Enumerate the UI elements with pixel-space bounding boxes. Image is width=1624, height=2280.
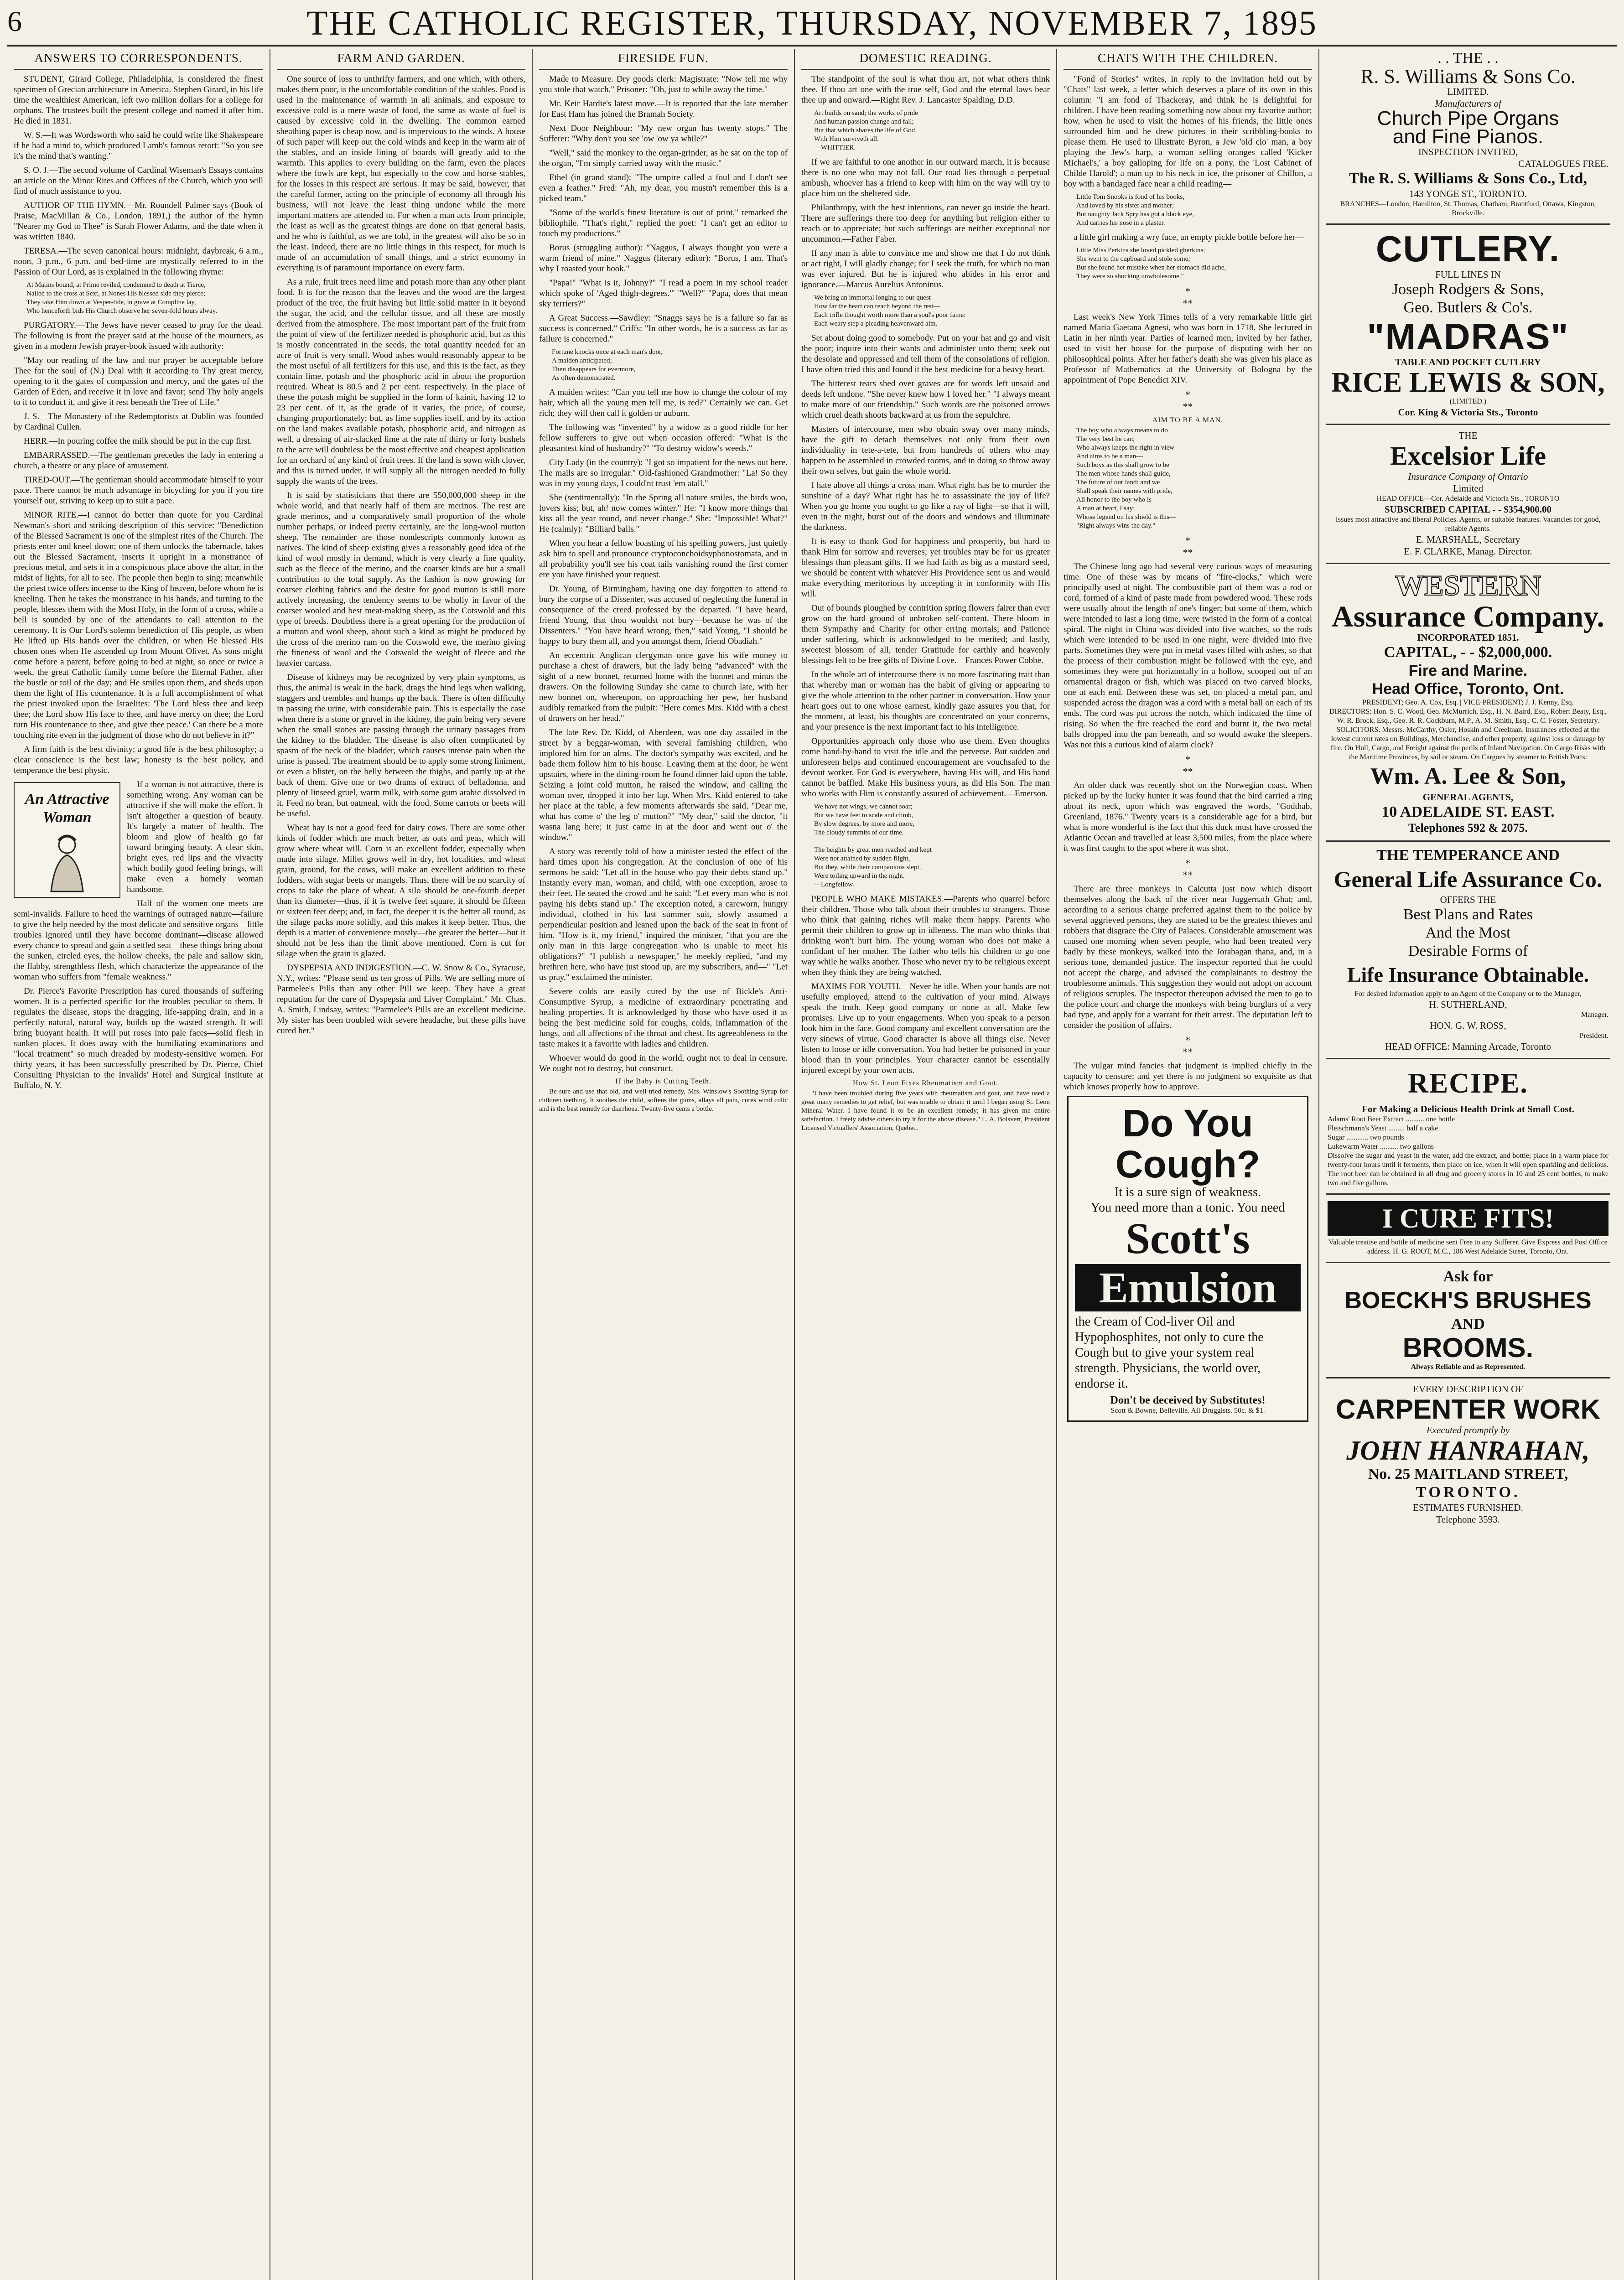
- ad-text: FULL LINES IN: [1435, 269, 1501, 280]
- cure-fits-title: I CURE FITS!: [1328, 1201, 1608, 1236]
- ad-address: 143 YONGE ST., TORONTO.: [1409, 188, 1527, 199]
- article-paragraph: Set about doing good to somebody. Put on your hat and go and visit the poor; inquire into their wants and administer unto them; seek out the desolate and oppressed and tell them of the consolations of religion. I have often tried this and found it the best medicine for a heavy heart.: [801, 333, 1052, 374]
- article-paragraph: HERR.—In pouring coffee the milk should be put in the cup first.: [24, 436, 252, 446]
- article-paragraph: Next Door Neighbour: "My new organ has twenty stops." The Sufferer: "Why don't you see 'ow 'ow ya while?": [539, 124, 790, 144]
- ad-brand: Geo. Butlers & Co's.: [1403, 299, 1533, 316]
- column-domestic: [794, 49, 1056, 2280]
- column-advertisements: [1318, 49, 1617, 2280]
- ad-text: GENERAL AGENTS,: [1422, 792, 1514, 803]
- article-paragraph: TIRED-OUT.—The gentleman should accommodate himself to your pace. There cannot be much advantage in bicycling for you if you tire yourself out, striving to keep up to suit a pace.: [14, 475, 265, 506]
- hanrahan-name: JOHN HANRAHAN,: [1346, 1435, 1590, 1466]
- article-paragraph: a little girl making a wry face, an empty pickle bottle before her—: [1074, 233, 1304, 242]
- article-paragraph: When you hear a fellow boasting of his spelling powers, just quietly ask him to spell and pronounce cryptoconchoidsyphonostomata, and in all probability you'll see his coat tails vanishing round the first corner ere you have finished your request.: [539, 539, 790, 580]
- article-paragraph: TERESA.—The seven canonical hours: midnight, daybreak, 6 a.m., noon, 3 p.m., 6 p.m. and bed-time are mystically referred to in the Passion of Our Lord, as is explained in the following rhyme:: [14, 246, 265, 277]
- carpenter-work-ad: [1326, 1378, 1610, 1531]
- article-paragraph: MINOR RITE.—I cannot do better than quote for you Cardinal Newman's short and striking description of this service: "Benediction of the Blessed Sacrament is one of the simplest rites of the Church. The priests enter and kneel down; one of them unlocks the tabernacle, takes out the Blessed Sacrament, inserts it upright in a monstrance of precious metal, and sets it in a conspicuous place above the altar, in the midst of lights, for all to see. The people then begin to sing; meanwhile the priest twice offers incense to the King of heaven, before whom he is kneeling. Then he takes the monstrance in his hands, and turning to the people, blesses them with the Most Holy, in the form of a cross, while a bell is sounded by one of the attendants to call attention to the ceremony. It is Our Lord's solemn benediction of His people, as when He lifted up His hands over the children, or when He blessed His chosen ones when He ascended up from Mount Olivet. As sons might come before a parent, before going to bed at night, so once or twice a week, the great Catholic family come before the Eternal Father, after the bustle or toil of the day; and He smiles upon them, and sheds upon them the light of His countenance. It is a full accomplishment of what the priest invoked upon the Israelites: 'The Lord bless thee and keep thee; the Lord show His face to thee, and have mercy on thee; the Lord turn His countenance to thee, and give thee peace.' Can there be a more touching rite even in the judgment of those who do not believe in it?": [14, 510, 265, 740]
- article-paragraph: J. S.—The Monastery of the Redemptorists at Dublin was founded by Cardinal Cullen.: [14, 412, 265, 432]
- ad-text: Limited: [1453, 483, 1484, 494]
- article-paragraph: If any man is able to convince me and show me that I do not think or act right, I will gladly change; for I seek the truth, for which no man was ever injured. But he is injured who abides in his error and ignorance.—Marcus Aurelius Antoninus.: [801, 249, 1052, 290]
- section-heading-fireside: FIRESIDE FUN.: [539, 49, 788, 70]
- ad-text: Fire and Marine.: [1408, 662, 1528, 679]
- cough-line: It is a sure sign of weakness.: [1114, 1185, 1261, 1199]
- column-fireside: [532, 49, 794, 2280]
- cough-line: You need more than a tonic. You need: [1090, 1201, 1285, 1215]
- cough-headline: Do You Cough?: [1115, 1102, 1261, 1186]
- article-paragraph: Philanthropy, with the best intentions, can never go inside the heart. There are sufferings there too deep for anything but religion either to reach or to appreciate; but such sufferings are neither exceptional nor uncommon.—Father Faber.: [801, 203, 1052, 244]
- ad-text: Valuable treatise and bottle of medicine sent Free to any Sufferer. Give Express and Post Office address. H. G. ROOT, M.C., 186 West Adelaide Street, Toronto, Ont.: [1328, 1238, 1608, 1255]
- article-paragraph: "Some of the world's finest literature is out of print," remarked the bibliophile. "That's right," replied the poet: "I can't get an editor to touch my productions.": [539, 208, 790, 238]
- ad-text: Best Plans and Rates: [1403, 906, 1533, 923]
- article-paragraph: "Fond of Stories" writes, in reply to the invitation held out by "Chats" last week, a letter which deserves a place of its own in this column: "I am fond of Thackeray, and think he is delightful for children. I have been reading something now about my favorite author; how, when he used to visit the homes of his friends, the little ones surrounded him and he drew pictures in their scribbling-books to please them. He used to illustrate Byron, a Jew 'old clo' man, a boy playing the Jew's harp, a woman selling oranges called 'Kicker Michael's,' a boy galloping for life on a pony, the 'Lost Cabinet of Childe Harold'; a man up to his neck in ice, the prisoner of Chillon, a boy with a bandaged face near a child reading—: [1064, 74, 1314, 189]
- ad-capital: SUBSCRIBED CAPITAL - - $354,900.00: [1385, 504, 1551, 515]
- article-paragraph: MAXIMS FOR YOUTH.—Never be idle. When your hands are not usefully employed, attend to the cultivation of your mind. Always speak the truth. Keep good company or none at all. Make few promises. Live up to your engagements. When you speak to a person look him in the face. Good company and excellent conversation are the very sinews of virtue. Good character is above all things else. Never listen to loose or idle conversation. You had better be poisoned in your blood than in your principles. Your character cannot be essentially injured except by your own acts.: [801, 982, 1052, 1075]
- article-paragraph: W. S.—It was Wordsworth who said he could write like Shakespeare if he had a mind to, which produced Lamb's famous retort: "So you see it's the mind that's wanting.": [14, 130, 265, 161]
- st-leon-heading: How St. Leon Fixes Rheumatism and Gout.: [853, 1079, 998, 1087]
- ad-text: Always Reliable and as Represented.: [1411, 1363, 1525, 1371]
- attractive-woman-label: An Attractive Woman: [25, 791, 109, 826]
- article-paragraph: Out of bounds ploughed by contrition spring flowers fairer than ever grow on the hard ground of unbroken self-content. There bloom in them Sympathy and Charity for other erring mortals; and Patience under suffering, which is acknowledged to be merited; and lastly, sweetest blossom of all, tender Gratitude for earthly and heavenly blessings felt to be free gifts of Divine Love.—Frances Power Cobbe.: [801, 603, 1052, 665]
- ad-officer: E. F. CLARKE, Manag. Director.: [1404, 546, 1532, 557]
- williams-name: R. S. Williams & Sons Co.: [1360, 65, 1576, 88]
- ad-officer: HON. G. W. ROSS,: [1430, 1020, 1506, 1031]
- ad-text: SOLICITORS. Messrs. McCarthy, Osler, Hoskin and Creelman. Insurances effected at the lowest current rates on Buildings, Merchandise, and other property, against loss or damage by fire. On Hull, Cargo, and Freight against the perils of Inland Navigation. On Cargo Risks with the Maritime Provinces, by sail or steam. On Cargoes by steamer to British Ports:: [1330, 726, 1606, 761]
- ad-address: TORONTO.: [1416, 1484, 1520, 1501]
- western-assurance-ad: [1326, 564, 1610, 842]
- ad-address: HEAD OFFICE: Manning Arcade, Toronto: [1385, 1041, 1551, 1052]
- ad-text: . . THE . .: [1437, 50, 1499, 67]
- article-paragraph: "Well," said the monkey to the organ-grinder, as he sat on the top of the organ, "I'm simply carried away with the music.": [539, 148, 790, 168]
- excelsior-name: Excelsior Life: [1390, 441, 1546, 471]
- ad-text: Issues most attractive and liberal Policies. Agents, or suitable features. Vacancies for good, reliable Agents.: [1335, 516, 1601, 533]
- boeckh-brushes-ad: [1326, 1263, 1610, 1378]
- ad-text: INCORPORATED 1851.: [1417, 632, 1519, 643]
- ad-text: Executed promptly by: [1426, 1425, 1510, 1435]
- article-paragraph: "Papa!" "What is it, Johnny?" "I read a poem in my school reader which spoke of 'Aged thigh-degrees.'" "Well?" "Papa, does that mean sky terriers?": [539, 278, 790, 309]
- ad-product: Church Pipe Organs: [1377, 107, 1559, 130]
- article-paragraph: DYSPEPSIA AND INDIGESTION.—C. W. Snow & Co., Syracuse, N.Y., writes: "Please send us ten gross of Pills. We are selling more of Parmelee's Pills than any other Pill we keep. They have a great reputation for the cure of Dyspepsia and Liver Complaint." Mr. Chas. A. Smith, Lindsay, writes: "Parmelee's Pills are an excellent medicine. My sister has been troubled with severe headache, but these pills have cured her.": [277, 963, 528, 1036]
- recipe-ad: [1326, 1059, 1610, 1195]
- ad-text: CATALOGUES FREE.: [1518, 158, 1608, 169]
- article-paragraph: PEOPLE WHO MAKE MISTAKES.—Parents who quarrel before their children. Those who talk about their troubles to strangers. Those who think that gaining riches will make them happy. Parents who permit their children to grow up in idleness. The man who thinks that drinking won't hurt him. The young woman who does not make a confidant of her mother. The father who tells his children to go one way while he walks another. Those who never try to be religious except when they think they are being watched.: [801, 894, 1052, 977]
- ad-address: No. 25 MAITLAND STREET,: [1368, 1466, 1568, 1482]
- article-paragraph: Disease of kidneys may be recognized by very plain symptoms, as thus, the animal is weak in the back, drags the hind legs when walking, staggers and trembles and humps up the back. There is often difficulty in passing the urine, with considerable pain. This is especially the case when there is a stone or gravel in the kidney, the pain being very severe when the small stones are passing through the urinary passages from the kidney to the bladder. The disease is also often complicated by spasm of the neck of the bladder, which causes intense pain when the urine is passed. The treatment should be to apply some strong liniment, or even a blister, on the belly between the thighs, and partly up at the back of them. Give one or two drams of extract of belladonna, and plenty of linseed gruel, warm milk, with some gum arabic dissolved in it. Feed no bran, but oatmeal, with the food. Some carrots or beets will be useful.: [277, 673, 528, 819]
- article-paragraph: PURGATORY.—The Jews have never ceased to pray for the dead. The following is from the prayer said at the house of the mourners, as given in a modern Jewish prayer-book issued with authority:: [14, 321, 265, 351]
- article-paragraph: A Great Success.—Sawdley: "Snaggs says he is a failure so far as success is concerned." Criffs: "In other words, he is a success as far as failure is concerned.": [539, 313, 790, 344]
- section-separator: * **: [1183, 535, 1193, 558]
- article-paragraph: EMBARRASSED.—The gentleman precedes the lady in entering a church, a theatre or any place of amusement.: [14, 451, 265, 471]
- ad-address: HEAD OFFICE—Cor. Adelaide and Victoria Sts., TORONTO: [1376, 495, 1560, 503]
- ad-text: EVERY DESCRIPTION OF: [1413, 1384, 1523, 1394]
- cough-body: the Cream of Cod-liver Oil and Hypophosphites, not only to cure the Cough but to give your system real strength. Physicians, the world over, endorse it.: [1075, 1315, 1264, 1391]
- ad-text: (LIMITED.): [1449, 398, 1487, 405]
- article-paragraph: Borus (struggling author): "Naggus, I always thought you were a warm friend of mine." Naggus (literary editor): "Borus, I am. That's why I roasted your book.": [539, 243, 790, 274]
- ad-paragraph: Half of the women one meets are semi-invalids. Failure to heed the warnings of outraged nature—failure to give the help needed by the most delicate and sensitive organs—little troubles ignored until they have become dominant—disease allowed every chance to spread and gain a settled seat—these things bring about the sunken, circled eyes, the hollow cheeks, the pale and sallow skin, the flabby, strengthless flesh, which characterize the appearance of the woman who suffers from "female weakness.": [14, 899, 265, 982]
- article-paragraph: In the whole art of intercourse there is no more fascinating trait than that whereby man or woman has the habit of giving or appearing to give the whole attention to the other partner in conversation. How your heart goes out to one whose earnest, kindly gaze assures you that, for the moment, at least, his thoughts are concentrated on your concerns, and your presence is the next important fact to his intelligence.: [801, 670, 1052, 732]
- article-paragraph: S. O. J.—The second volume of Cardinal Wiseman's Essays contains an article on the Minor Rites and Offices of the Church, which you will find of much assistance to you.: [14, 166, 265, 196]
- article-paragraph: The following was "invented" by a widow as a good riddle for her fellow sufferers to give out when occasion offered: "What is the pleasantest kind of husbandry?" "To destroy widow's weeds.": [539, 423, 790, 453]
- article-paragraph: If we are faithful to one another in our outward march, it is because there is no one who may not fall. Our road lies through a perpetual ambush, whoever has a friend to keep with him on the way will try to place him on the sheltered side.: [801, 157, 1052, 198]
- ad-text: TABLE AND POCKET CUTLERY: [1395, 357, 1541, 368]
- column-children: [1056, 49, 1318, 2280]
- ad-paragraph: If a woman is not attractive, there is something wrong. Any woman can be attractive if she will make the effort. It isn't altogether a question of beauty. It's largely a matter of health. The bloom and glow of health go far toward bringing beauty. A clear skin, bright eyes, red lips and the vivacity which bodily good feeling brings, will make even a homely woman handsome.: [127, 780, 265, 894]
- ad-text: INSPECTION INVITED,: [1418, 146, 1518, 157]
- ad-telephone: Telephone 3593.: [1436, 1514, 1500, 1525]
- ad-text: And the Most: [1425, 924, 1511, 941]
- recipe-ingredients: Adams' Root Beer Extract .......... one bottle Fleischmann's Yeast ......... half a cake Sugar ............ two pounds Lukewarm Water .......... two gallons: [1328, 1115, 1455, 1150]
- article-paragraph: An older duck was recently shot on the Norwegian coast. When picked up by the lucky hunter it was found that the bird carried a ring about its neck, upon which was engraved the words, "Godthab, Greenland, 1876." Twenty years is a considerable age for a bird, but what is more wonderful is the fact that this duck must have crossed the Atlantic Ocean and travelled at least 3,500 miles, from the place where it was first caught to the spot where it was shot.: [1064, 781, 1314, 853]
- cutlery-title: CUTLERY.: [1375, 228, 1561, 269]
- cutlery-ad: [1326, 225, 1610, 425]
- article-paragraph: Made to Measure. Dry goods clerk: Magistrate: "Now tell me why you stole that watch." Prisoner: "Oh, just to while away the time.": [539, 74, 790, 94]
- ad-text: LIMITED.: [1447, 86, 1489, 97]
- section-heading-farm: FARM AND GARDEN.: [277, 49, 525, 70]
- article-paragraph: There are three monkeys in Calcutta just now which disport themselves along the back of the river near Juggernath Ghat; and, according to a serious charge preferred against them to the police by several aggrieved persons, they are stated to be the greatest thieves and robbers that disgrace the City of Palaces. Considerable amusement was caused one morning when seven people, who had been treated very badly by these monkeys, walked into the Jorabagan thana, and, in a serious tone, demanded justice. The inspector reported that he could not accept the charge, and advised the complainants to destroy the troublesome animals. This suggestion they would not adopt on account of religious scruples. The inspector thereupon advised the men to go to the police court and charge the monkeys with being burglars of a very bad type, and apply for a warrant for their arrest. The deputation left to consider the position of affairs.: [1064, 884, 1314, 1030]
- ad-capital: CAPITAL, - - $2,000,000.: [1384, 644, 1552, 661]
- article-paragraph: One source of loss to unthrifty farmers, and one which, with others, makes them poor, is the uncomfortable condition of the stables. Food is used in the maintenance of warmth in all animals, and exposure to excessive cold is a mere waste of food, the same as waste of fuel is caused by excessive cold in the dwelling. The common earned sheathing paper is cheap now, and is impervious to the winds. A house of such paper will keep out the cold winds and keep in the warm air of the stables, and an inside lining of boards will greatly add to the warmth. This applies to every building on the farm, even the places where the fowls are kept, but especially to the cow and horse stables, for the losses in this respect are serious. It may be said, however, that the careful farmer, acting on the principle of economy all through his business, will not leave the least thing undone while the more important matters are attended to. For when a man acts from principle, the least as well as the greatest things are done on that general basis, and he who is faithful, as we are told, in the greatest will also be so in the least. Indeed, there are no little things in this respect, for much is made of an accumulation of small things, and a strict economy in everything is of paramount importance on every farm.: [277, 74, 528, 273]
- aim-poem: The boy who always means to do The very best he can; Who always keeps the right in view And aims to be a man— Such boys as this shall grow to be The men whose hands shall guide, The future of our land: and we Shall speak their names with pride, All honor to the boy who is A man at heart, I say; Whose legend on his shield is this— "Right always wins the day.": [1076, 427, 1177, 529]
- section-separator: * **: [1183, 389, 1193, 412]
- lee-name: Wm. A. Lee & Son,: [1370, 763, 1566, 789]
- article-paragraph: A story was recently told of how a minister tested the effect of the hard times upon his congregation. At the conclusion of one of his sermons he said: "Let all in the house who pay their debts stand up." Instantly every man, woman, and child, with one exception, arose to their feet. He seated the crowd and he said: "Let every man who is not paying his debts stand up." The exception noted, a careworn, hungry individual, clothed in his last summer suit, slowly assumed a perpendicular position and leaned upon the back of the seat in front of him. "How is it, my friend," inquired the minister, "that you are the only man in this large congregation who is unable to meet his obligations?" "I publish a newspaper," he meekly replied, "and my brethren here, who have just stood up, are my subscribers, and—" "Let us pray," exclaimed the minister.: [539, 847, 790, 982]
- ad-text: ESTIMATES FURNISHED.: [1413, 1502, 1523, 1513]
- ad-text: Life Insurance Obtainable.: [1347, 963, 1589, 986]
- masthead-rule: [7, 45, 1617, 47]
- section-separator: * **: [1183, 1034, 1193, 1057]
- section-separator: * **: [1183, 754, 1193, 777]
- miss-perkins-poem: Little Miss Perkins she loved pickled gherkins; She went to the cupboard and stole some; But she found her mistake when her stomach did ache, They were so shocking unwholesome.": [1076, 247, 1226, 280]
- article-paragraph: AUTHOR OF THE HYMN.—Mr. Roundell Palmer says (Book of Praise, MacMillan & Co., London, 1891,) the author of the hymn "Nearer my God to Thee" is Sarah Flower Adams, and the date when it was written 1840.: [14, 201, 265, 242]
- section-heading-answers: ANSWERS TO CORRESPONDENTS.: [14, 49, 263, 70]
- article-paragraph: Whoever would do good in the world, ought not to deal in censure. We ought not to destroy, but construct.: [539, 1053, 790, 1073]
- western-assurance: Assurance Company.: [1332, 600, 1604, 633]
- substitutes-warning: Don't be deceived by Substitutes!: [1110, 1394, 1266, 1406]
- cure-fits-ad: [1326, 1195, 1610, 1263]
- article-paragraph: The standpoint of the soul is what thou art, not what others think thee. If thou art one with the true self, God and the eternal laws bear thee up and onward.—Right Rev. J. Lancaster Spalding, D.D.: [801, 74, 1052, 105]
- excelsior-life-ad: [1326, 425, 1610, 564]
- recipe-title: RECIPE.: [1408, 1068, 1528, 1099]
- longfellow-poem: We have not wings, we cannot soar; But we have feet to scale and climb, By slow degrees, by more and more, The cloudy summits of our time. The heights by great men reached and kept Were not attained by sudden flight, But they, while their companions slept, Were toiling upward in the night. —Longfellow.: [814, 803, 932, 888]
- williams-organs-ad: [1326, 49, 1610, 225]
- aim-to-be-man-heading: AIM TO BE A MAN.: [1152, 416, 1224, 424]
- scotts-brand: Scott's: [1126, 1214, 1250, 1263]
- column-answers: [7, 49, 270, 2280]
- article-paragraph: Dr. Young, of Birmingham, having one day forgotten to attend to bury the corpse of a Dissenter, was accused of neglecting the funeral in consequence of the creed professed by the departed. "I have heard, friend Young, that thou wouldst not bury—because he was of the Dissenters." "You have heard wrong, then," said Young, "I should be happy to bury them all, and you amongst them, friend Obadiah.": [539, 584, 790, 646]
- ad-directors: DIRECTORS: Hon. S. C. Wood, Geo. McMurrich, Esq., H. N. Baird, Esq., Robert Beaty, Esq., W. R. Brock, Esq., Geo. R. R. Cockburn, M.P., A. M. Smith, Esq., C. C. Foster, Secretary.: [1329, 708, 1607, 725]
- canonical-hours-rhyme: At Matins bound, at Prime reviled, condemned to death at Tierce, Nailed to the cross at Sext, at Nones His blessed side they pierce; They take Him down at Vesper-tide, in grave at Compline lay, Who henceforth bids His Church observe her seven-fold hours alway.: [26, 281, 218, 315]
- article-paragraph: I hate above all things a cross man. What right has he to murder the sunshine of a day? What right has he to assassinate the joy of life? When you go home you ought to go like a ray of light—so that it will, even in the night, burst out of the doors and windows and illuminate the darkness.: [801, 481, 1052, 532]
- section-separator: * **: [1183, 285, 1193, 309]
- fortune-poem: Fortune knocks once at each man's door, A maiden anticipated; Then disappears for evermore, As often demonstrated.: [552, 348, 663, 382]
- article-paragraph: Masters of intercourse, men who obtain sway over many minds, have the gift to detach themselves not only from their own individuality in tete-a-tete, but from hundreds of others who may happen to be assembled in crowded rooms, and in doing so throw away their own selves, but gain the whole world.: [801, 425, 1052, 476]
- article-paragraph: Mr. Keir Hardie's latest move.—It is reported that the late member for East Ham has joined the Bramah Society.: [539, 99, 790, 119]
- article-paragraph: An eccentric Anglican clergyman once gave his wife money to purchase a chest of drawers, but the lady being "advanced" with the sight of a new bonnet, returned home with the bonnet and minus the drawers. On the following Sunday she came to church late, with her new bonnet on, whereupon, on approaching her pew, her husband audibly remarked from the pulpit: "Here comes Mrs. Kidd with a chest of drawers on her head.": [539, 651, 790, 723]
- western-title: WESTERN: [1395, 569, 1541, 601]
- page-number: 6: [7, 5, 22, 37]
- ad-text: Manufacturers of: [1435, 98, 1501, 109]
- baby-teething-heading: If the Baby is Cutting Teeth.: [615, 1078, 711, 1085]
- article-paragraph: A maiden writes: "Can you tell me how to change the colour of my hair, which all the young men tell me, is red?" Certainly we can. Get rich; they will then call it golden or auburn.: [539, 388, 790, 418]
- temperance-title: THE TEMPERANCE AND: [1376, 847, 1560, 864]
- article-paragraph: The bitterest tears shed over graves are for words left unsaid and deeds left undone. "She never knew how I loved her." "I always meant to make more of our friendship." Such words are the poisoned arrows which cruel death shoots backward at us from the sepulchre.: [801, 379, 1052, 420]
- ad-text: BRANCHES—London, Hamilton, St. Thomas, Chatham, Brantford, Ottawa, Kingston, Brockville.: [1340, 200, 1596, 217]
- ad-text: Ask for: [1443, 1268, 1493, 1285]
- section-heading-domestic: DOMESTIC READING.: [801, 49, 1050, 70]
- scotts-maker: Scott & Bowne, Belleville. All Druggists. 50c. & $1.: [1110, 1407, 1265, 1415]
- woman-figure-icon: [42, 833, 92, 892]
- st-leon-text: "I have been troubled during five years with rheumatism and gout, and have used a great many remedies to get relief, but was unable to obtain it until I began using St. Leon Mineral Water. I have found it to be an excellent remedy; it has given me entire satisfaction. I freely advise others to try it for the above disease." L. A. Boisvert, President Licensed Victuallers' Association, Quebec.: [801, 1090, 1052, 1132]
- emulsion-brand: Emulsion: [1075, 1264, 1301, 1311]
- ad-text: Manager.: [1581, 1011, 1608, 1019]
- article-paragraph: Opportunities approach only those who use them. Even thoughts come hand-by-hand to visit the idle and the perverse. But sudden and unforeseen helps and continued encouragement are vouchsafed to the devout worker. For God is everywhere, having His will, and His hand cannot be baffled. Make His business yours, as did His Son. The man who works with Him is constantly assured of achievement.—Emerson.: [801, 736, 1052, 798]
- whittier-poem: Art builds on sand; the works of pride And human passion change and fall; But that which shares the life of God With Him surviveth all. —WHITTIER.: [814, 109, 918, 151]
- article-paragraph: Wheat hay is not a good feed for dairy cows. There are some other kinds of fodder which are much better, as oats and peas, which will grow where wheat will. Corn is an excellent fodder, especially when made into silage. Millet grows well in dry, hot localities, and wheat grain, ground, for the cows, will make an excellent addition to these fodders, with sugar beets or mangels. Thus, there will be no scarcity of crops to take the place of wheat. A silo should be one-fourth deeper than its diameter—thus, if it is twelve feet square, it should be fifteen or sixteen feet deep; and, in fact, the deeper it is the better all round, as the silage packs more solidly, and this makes it keep better. Thus, the depth is a matter of convenience mostly—the greater the better—but it should not be less than the limit above mentioned. Corn is cut for silage when the grain is glazed.: [277, 823, 528, 959]
- article-paragraph: The vulgar mind fancies that judgment is implied chiefly in the capacity to censure; and yet there is no judgment so exquisite as that which knows properly how to approve.: [1064, 1061, 1314, 1092]
- scotts-emulsion-ad: [1067, 1096, 1308, 1422]
- article-paragraph: STUDENT, Girard College, Philadelphia, is considered the finest specimen of Grecian architecture in America. Stephen Girard, in his life time the wealthiest American, left two million dollars for a college for orphans. The trustees built the present college and named it after him. He died in 1831.: [14, 74, 265, 126]
- section-separator: * **: [1183, 857, 1193, 881]
- madras-title: "MADRAS": [1367, 316, 1569, 357]
- article-paragraph: Ethel (in grand stand): "The umpire called a foul and I don't see even a feather." Fred: "Ah, my dear, you mustn't remember this is a picked team.": [539, 173, 790, 203]
- article-paragraph: City Lady (in the country): "I got so impatient for the news out here. The mails are so irregular." Old-fashioned Grandmother: "La! So they was in my young days, I could'nt trust 'em atall.": [539, 458, 790, 488]
- ad-text: Desirable Forms of: [1408, 943, 1528, 959]
- ad-officers: PRESIDENT; Geo. A. Cox, Esq. | VICE-PRESIDENT; J. J. Kenny, Esq.: [1362, 699, 1574, 706]
- attractive-woman-illustration: [14, 782, 120, 898]
- ad-officer: H. SUTHERLAND,: [1429, 999, 1507, 1010]
- boeckh-brooms: BROOMS.: [1402, 1332, 1534, 1363]
- ad-brand: Joseph Rodgers & Sons,: [1392, 281, 1544, 298]
- article-paragraph: The Chinese long ago had several very curious ways of measuring time. One of these was by means of "fire-clocks," which were principally used at night. The combustible part of them was a rod or cord, formed of a kind of paste made from powdered wood. These rods were usually about the length of one's finger; but some of them, which were intended to last a long time, were twisted in the form of a conical spiral. The night in China was divided into five watches, so the rods which were intended to be used in one night, were divided into five parts. Sometimes they were put in metal vases filled with ashes, so that the process of their combustion might be followed with the eye, and sometimes they were put horizontally in a hollow, scooped out of an ornamental dragon or fish, which was placed on two carved blocks, one at each end. Between these was set, on placed a metal pan, and suspended across the dragon was a cord with a metal ball on each of its ends. The cord was put across the notch, which indicated the time of rising. So when the fire reached the cord and burnt it, the two metal balls dropped into the pan beneath, and so would awake the sleepers. Was not this a curious kind of alarm clock?: [1064, 562, 1314, 750]
- ad-address: Head Office, Toronto, Ont.: [1372, 680, 1564, 698]
- boeckh-name: BOECKH'S BRUSHES: [1344, 1287, 1592, 1314]
- ad-text: For Making a Delicious Health Drink at Small Cost.: [1362, 1104, 1574, 1114]
- temperance-life-ad: [1326, 842, 1610, 1059]
- ad-text: President.: [1579, 1032, 1608, 1040]
- ad-text: AND: [1451, 1316, 1485, 1332]
- article-paragraph: As a rule, fruit trees need lime and potash more than any other plant food. It is for the reason that the leaves and the wood are the largest product of the tree, the fruit having but little solid matter in it beyond the sugar, the acid, and the cellular tissue, and all these are mostly derived from the atmosphere. The most important part of the fruit from the point of view of the fertilizer needed is phosphoric acid, but as this is mostly concentrated in the seeds, the total quantity needed for an acre of fruit is very small. Wood ashes would reasonably appear to be the most useful of all fertilizers for this use, and this is the fact, as they contain lime, potash and the phosphoric acid in about the proportion required. Wheat is 80.5 and 2 per cent. respectively. In the place of these the potash might be supplied in the form of kainit, having 12 to 23 per cent. of it, as the grade of it varies, the price, of course, changing proportionately; but, as lime supplies itself, and by its action on the land makes available potash, phosphoric acid, and nitrogen as well, a dressing of air-slacked lime at the rate of thirty or forty bushels to the acre will doubtless be the most effective and cheapest application for an orchard of any kind of fruit trees. If the land is sown with clover, and this is turned under, it will supply all the nitrogen needed to fully supply the wants of the trees.: [277, 277, 528, 486]
- column-farm: [270, 49, 532, 2280]
- ad-address: 10 ADELAIDE ST. EAST.: [1381, 803, 1555, 820]
- ad-text: THE: [1458, 430, 1478, 441]
- ad-address: Cor. King & Victoria Sts., Toronto: [1398, 407, 1538, 418]
- section-heading-children: CHATS WITH THE CHILDREN.: [1064, 49, 1312, 70]
- carpenter-title: CARPENTER WORK: [1336, 1394, 1600, 1425]
- newspaper-title: THE CATHOLIC REGISTER, THURSDAY, NOVEMBER 7, 1895: [306, 4, 1318, 42]
- quest-poem: We bring an immortal longing to our quest How far the heart can reach beyond the rest— Each trifle thought worth more than a soul's poor fame: Each weary step a pleading heavenward aim.: [814, 294, 966, 327]
- ad-product: and Fine Pianos.: [1392, 125, 1544, 148]
- tom-snooks-poem: Little Tom Snooks is fond of his books, And loved by his sister and mother; But naughty Jack Spry has got a black eye, And carries his nose in a plaster.: [1076, 193, 1194, 227]
- article-paragraph: Severe colds are easily cured by the use of Bickle's Anti-Consumptive Syrup, a medicine of extraordinary penetrating and healing properties. It is acknowledged by those who have used it as being the best medicine sold for coughs, colds, inflammation of the lungs, and all affections of the throat and chest. Its agreeableness to the taste makes it a favorite with ladies and children.: [539, 987, 790, 1049]
- article-paragraph: It is easy to thank God for happiness and prosperity, but hard to thank Him for sorrow and reverses; yet troubles may be for us greater blessings than pleasant gifts. If we had faith as big as a mustard seed, we should be content with whatever His Providence sent us and would make everything meritorious by accepting it in conformity with His will.: [801, 537, 1052, 599]
- article-paragraph: "May our reading of the law and our prayer be acceptable before Thee for the soul of (N.) Deal with it according to Thy great mercy, opening to it the gates of compassion and mercy, and the gates of the Garden of Eden, and receive it in love and favor; send Thy holy angels to it to conduct it, and give it rest beneath the Tree of Life.": [14, 356, 265, 407]
- rice-lewis-name: RICE LEWIS & SON,: [1331, 367, 1605, 398]
- temperance-title: General Life Assurance Co.: [1333, 866, 1603, 892]
- ad-text: OFFERS THE: [1440, 894, 1496, 905]
- ad-text: Dissolve the sugar and yeast in the water, add the extract, and bottle; place in a warm place for twenty-four hours until it ferments, then place on ice, when it will open sparkling and delicious. The root beer can be obtained in all drug and grocery stores in 10 and 25 cent bottles, to make two and five gallons.: [1328, 1152, 1608, 1187]
- ad-paragraph: Dr. Pierce's Favorite Prescription has cured thousands of suffering women. It is a perfected specific for the troubles peculiar to them. It regulates the disease, stops the dragging, life-sapping drain, and in a perfectly natural, natural way, builds up the wasted strength. It will bring buoyant health. It will put roses into pale faces—solid flesh in sunken places. It does away with the humiliating examinations and "local treatment" so much dreaded by modesty-sensitive women. For thirty years, it has been successfully prescribed by Dr. Pierce, Chief Consulting Physician to the Invalids' Hotel and Surgical Institute at Buffalo, N. Y.: [14, 986, 265, 1090]
- ad-officer: E. MARSHALL, Secretary: [1416, 534, 1520, 545]
- article-paragraph: Last week's New York Times tells of a very remarkable little girl named Maria Gaetana Agnesi, who was born in 1718. She lectured in Latin in her ninth year. Parties of learned men, invited by her father, used to visit her house for the purpose of disputing with her on philosophical points. After her father's death she was given his place as Professor of Mathematics at the University of Bologna by the appointment of Pope Benedict XIV.: [1064, 312, 1314, 385]
- masthead: [0, 0, 1624, 47]
- article-paragraph: A firm faith is the best divinity; a good life is the best philosophy; a clear conscience is the best law; honesty is the best policy, and temperance the best physic.: [14, 745, 265, 775]
- article-paragraph: It is said by statisticians that there are 550,000,000 sheep in the whole world, and that nearly half of them are merinos. The rest are grade merinos, and a comparatively small proportion of the whole number perhaps, or indeed pretty certainly, are the long-wool mutton sheep. The remainder are those nondescripts commonly known as natives. The kind of sheep existing gives a reasonably good idea of the kind of wool mostly in demand, which is very clearly a fine quality, such as the fleece of the merino, and the coarser kinds are but a small contribution to the total supply. As the fashion is now growing for coarser clothing fabrics and the desire for good mutton is still more actively increasing, the tendency seems to be wholly in favor of the coarser wooled and best meat-making sheep, as the Cotswold and this type of breeds. Doubtless there is a great opening for the production of a mutton and wool sheep, about such a kind as might be produced by the cross of the merino ram on the Cotswold ewe, the merino giving the fineness of wool and the Cotswold the weight of fleece and the heavier carcass.: [277, 491, 528, 668]
- baby-teething-text: Be sure and use that old, and well-tried remedy, Mrs. Winslow's Soothing Syrup for children teething. It soothes the child, softens the gums, allays all pain, cures wind colic and is the best remedy for diarrhoea. Twenty-five cents a bottle.: [539, 1088, 789, 1113]
- ad-telephone: Telephones 592 & 2075.: [1408, 821, 1528, 834]
- ad-text: Insurance Company of Ontario: [1408, 471, 1528, 482]
- article-paragraph: The late Rev. Dr. Kidd, of Aberdeen, was one day assailed in the street by a beggar-woman, with several famishing children, who implored him for an alms. The doctor's sympathy was excited, and he bade them follow him to his house. Leaving them at the door, he went upstairs, where in the dining-room he found dinner laid upon the table. Seizing a joint cold mutton, he raised the window, and calling the woman over, dropped it into her lap. When Mrs. Kidd entered to take her place at the table, a few moments afterwards she said, "Dear me, what has come o' the leg o' mutton?" "My dear," said the doctor, "it wasna lang here; it just came in at the door and went out o' the window.": [539, 728, 790, 842]
- article-paragraph: She (sentimentally): "In the Spring all nature smiles, the birds woo, lovers kiss; but, ah! now comes winter." He: "I know more things that kiss all the year round, and never change." She: "Impossible! What?" He (calmly): "Billiard balls.": [539, 493, 790, 534]
- ad-text: For desired information apply to an Agent of the Company or to the Manager,: [1354, 990, 1582, 998]
- williams-company: The R. S. Williams & Sons Co., Ltd,: [1349, 170, 1588, 187]
